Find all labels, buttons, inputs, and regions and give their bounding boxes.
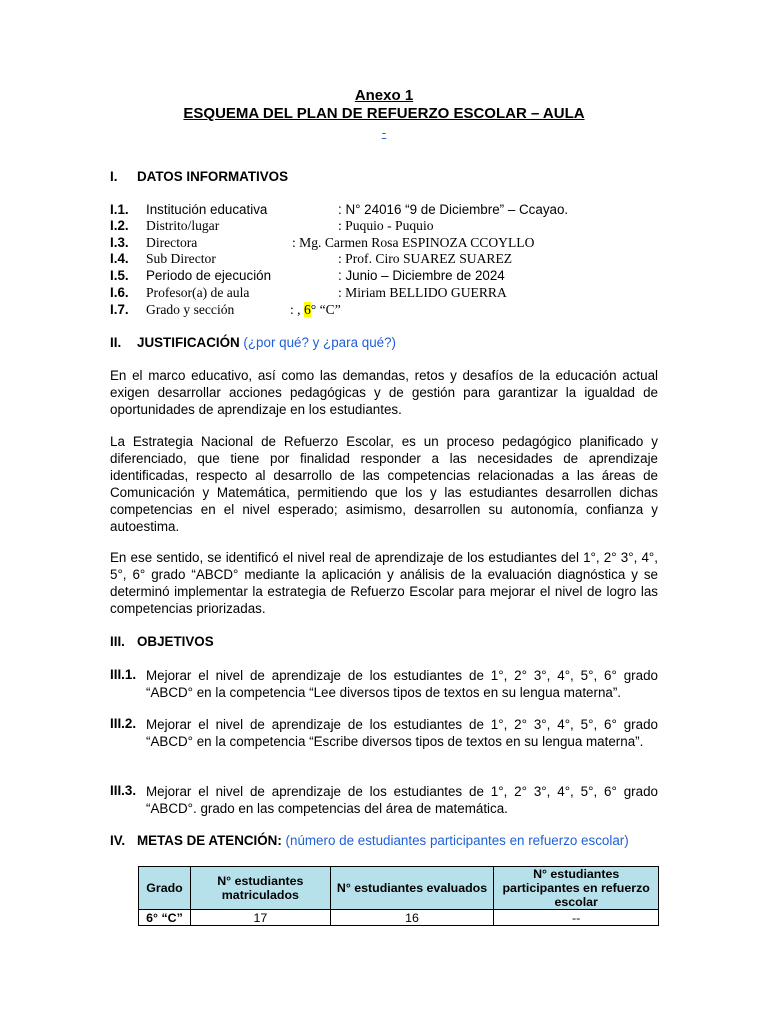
table-header-row [139, 867, 659, 910]
objective-num: III.3. [110, 783, 137, 798]
annex-title: Anexo 1 [354, 87, 414, 104]
grade-highlight: 6 [303, 302, 311, 317]
section2-heading [137, 335, 396, 350]
info-num: I.1. [110, 202, 129, 217]
info-num: I.4. [110, 251, 129, 266]
objective-num: III.2. [110, 716, 137, 731]
objective-text: Mejorar el nivel de aprendizaje de los estudiantes de 1°, 2° 3°, 4°, 5°, 6° grado “ABCD° en la competencia “Escribe diversos tipos de textos en su lengua materna”. [146, 717, 658, 749]
grade-prefix: : , [290, 302, 304, 317]
info-label: Grado y sección [146, 302, 235, 317]
info-num: I.7. [110, 302, 129, 317]
info-label: Institución educativa [146, 202, 268, 217]
section4-number: IV. [110, 833, 126, 848]
info-value [290, 302, 341, 318]
grade-suffix: ° “C” [310, 302, 341, 317]
section2-hint: (¿por qué? y ¿para qué?) [243, 335, 396, 350]
section2-number: II. [110, 335, 122, 350]
info-value: : Prof. Ciro SUAREZ SUAREZ [338, 251, 513, 266]
section4-title: METAS DE ATENCIÓN: [137, 833, 282, 848]
section1-number: I. [110, 169, 118, 184]
info-value: : Miriam BELLIDO GUERRA [338, 285, 507, 300]
justification-paragraph: La Estrategia Nacional de Refuerzo Escolar, es un proceso pedagógico planificado y diferenciado, que tiene por finalidad responder a las necesidades de aprendizaje identificadas, respecto al desarrollo de las competencias relacionadas a las áreas de Comunicación y Matemática, permitiendo que los y las estudiantes desarrollen dichas competencias en el nivel esperado; asimismo, desarrollen su autonomía, confianza y autoestima. [110, 434, 658, 534]
title-mark: - [381, 125, 387, 140]
objective-text: Mejorar el nivel de aprendizaje de los estudiantes de 1°, 2° 3°, 4°, 5°, 6° grado “ABCD°. grado en las competencias del área de matemática. [146, 784, 658, 816]
section1-title: DATOS INFORMATIVOS [137, 169, 289, 184]
section4-hint: (número de estudiantes participantes en refuerzo escolar) [285, 833, 629, 848]
info-value: : Puquio - Puquio [338, 218, 434, 233]
info-label: Directora [146, 235, 198, 250]
info-label: Periodo de ejecución [146, 268, 272, 283]
objective-num: III.1. [110, 667, 137, 682]
section2-title: JUSTIFICACIÓN [137, 335, 240, 350]
goals-table [138, 866, 659, 926]
info-num: I.2. [110, 218, 129, 233]
section3-number: III. [110, 634, 125, 649]
document-title: ESQUEMA DEL PLAN DE REFUERZO ESCOLAR – AULA [183, 105, 585, 122]
objective-text: Mejorar el nivel de aprendizaje de los estudiantes de 1°, 2° 3°, 4°, 5°, 6° grado “ABCD° en la competencia “Lee diversos tipos de textos en su lengua materna”. [146, 668, 658, 700]
header-grade: Grado [139, 867, 191, 910]
header-enrolled: N° estudiantes matriculados [190, 867, 330, 910]
header-participants: N° estudiantes participantes en refuerzo escolar [494, 867, 659, 910]
header-evaluated: N° estudiantes evaluados [330, 867, 494, 910]
cell-enrolled: 17 [190, 910, 330, 926]
section4-heading [137, 833, 629, 848]
info-num: I.3. [110, 235, 129, 250]
info-label: Distrito/lugar [146, 218, 220, 233]
justification-paragraph: En ese sentido, se identificó el nivel real de aprendizaje de los estudiantes del 1°, 2° 3°, 4°, 5°, 6° grado “ABCD° mediante la aplicación y análisis de la evaluación diagnóstica y se determinó implementar la estrategia de Refuerzo Escolar para mejorar el nivel de logro las competencias priorizadas. [110, 550, 658, 616]
cell-evaluated: 16 [330, 910, 494, 926]
info-value: : N° 24016 “9 de Diciembre” – Ccayao. [338, 202, 569, 217]
table-row [139, 910, 659, 926]
info-value: : Junio – Diciembre de 2024 [338, 268, 505, 283]
justification-paragraph: En el marco educativo, así como las demandas, retos y desafíos de la educación actual exigen desarrollar acciones pedagógicas y de gestión para garantizar la igualdad de oportunidades de aprendizaje en los estudiantes. [110, 368, 658, 417]
cell-participants: -- [494, 910, 659, 926]
info-num: I.5. [110, 268, 129, 283]
info-label: Profesor(a) de aula [146, 285, 250, 300]
info-value: : Mg. Carmen Rosa ESPINOZA CCOYLLO [292, 235, 535, 250]
cell-grade: 6° “C” [139, 910, 191, 926]
info-num: I.6. [110, 285, 129, 300]
info-label: Sub Director [146, 251, 216, 266]
section3-title: OBJETIVOS [137, 634, 214, 649]
